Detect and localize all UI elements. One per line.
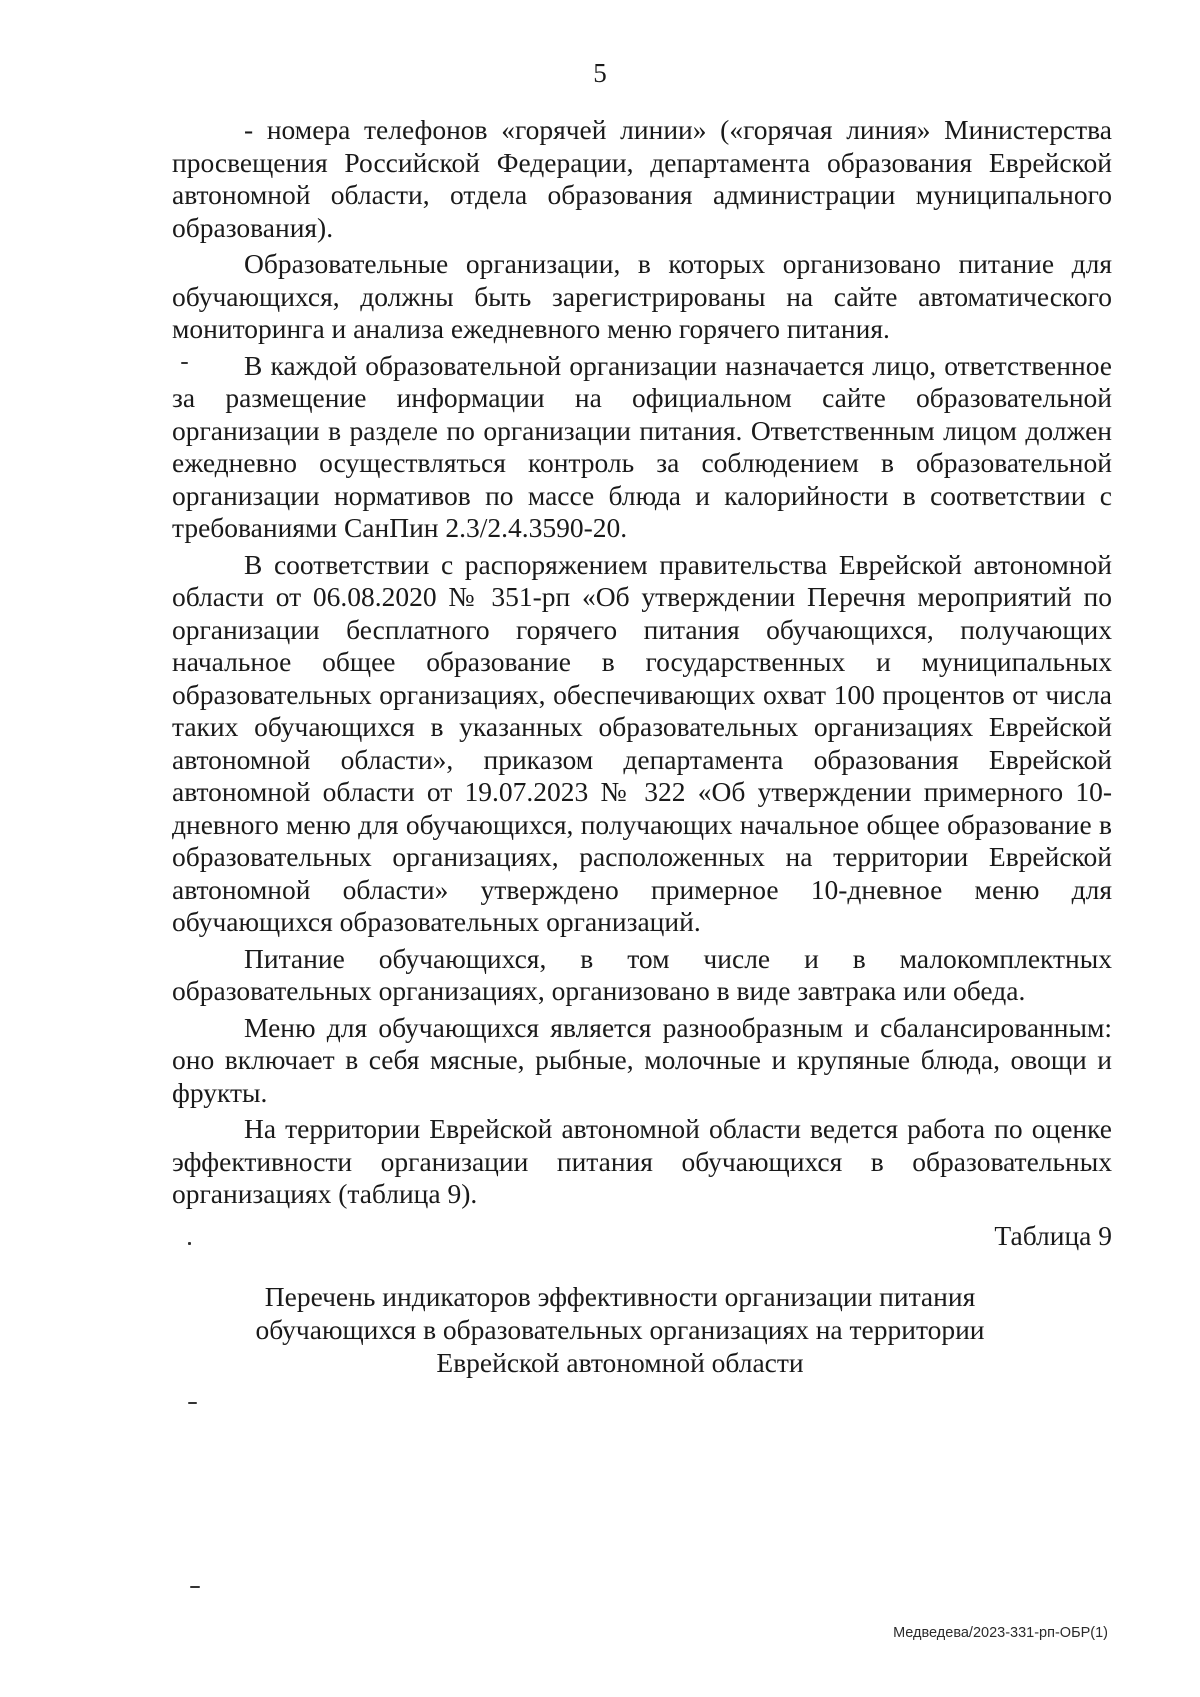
paragraph-responsible-person: В каждой образовательной организации назначается лицо, ответственное за размещение информации на официальном сайте образовательной организации в разделе по организации питания. Ответственным лицом должен ежедневно осуществляться контроль за соблюдением в образовательной организации нормативов по массе блюда и калорийности в соответствии с требованиями СанПин 2.3/2.4.3590-20. [172,349,1112,543]
paragraph-regulation: В соответствии с распоряжением правительства Еврейской автономной области от 06.08.2020 № 351-рп «Об утверждении Перечня мероприятий по организации бесплатного горячего питания обучающихся, получающих начальное общее образование в государственных и муниципальных образовательных организациях, обеспечивающих охват 100 процентов от числа таких обучающихся в указанных образовательных организациях Еврейской автономной области», приказом департамента образования Еврейской автономной области от 19.07.2023 № 322 «Об утверждении примерного 10-дневного меню для обучающихся, получающих начальное общее образование в образовательных организациях, расположенных на территории Еврейской автономной области» утверждено примерное 10-дневное меню для обучающихся образовательных организаций. [172,548,1112,937]
document-body [172,114,1112,1215]
paragraph-registration: Образовательные организации, в которых организовано питание для обучающихся, должны быть зарегистрированы на сайте автоматического мониторинга и анализа ежедневного меню горячего питания. [172,248,1112,344]
scan-speck [181,362,188,364]
page-number: 5 [593,58,607,88]
paragraph-efficiency: На территории Еврейской автономной области ведется работа по оценке эффективности организации питания обучающихся в образовательных организациях (таблица 9). [172,1113,1112,1209]
paragraph-menu: Меню для обучающихся является разнообразным и сбалансированным: оно включает в себя мясные, рыбные, молочные и крупяные блюда, овощи и фрукты. [172,1011,1112,1108]
paragraph-meals: Питание обучающихся, в том числе и в малокомплектных образовательных организациях, организовано в виде завтрака или обеда. [172,942,1112,1006]
scan-speck [188,1242,191,1245]
scan-speck [188,1402,197,1404]
footer-reference: Медведева/2023-331-рп-ОБР(1) [893,1625,1108,1641]
scan-speck [190,1586,200,1588]
table-caption: Таблица 9 [994,1220,1112,1251]
table-title: Перечень индикаторов эффективности организации питания обучающихся в образовательных организациях на территории Еврейской автономной области [255,1281,985,1378]
paragraph-hotline: - номера телефонов «горячей линии» («горячая линия» Министерства просвещения Российской Федерации, департамента образования Еврейской автономной области, отдела образования администрации муниципального образования). [172,114,1112,243]
